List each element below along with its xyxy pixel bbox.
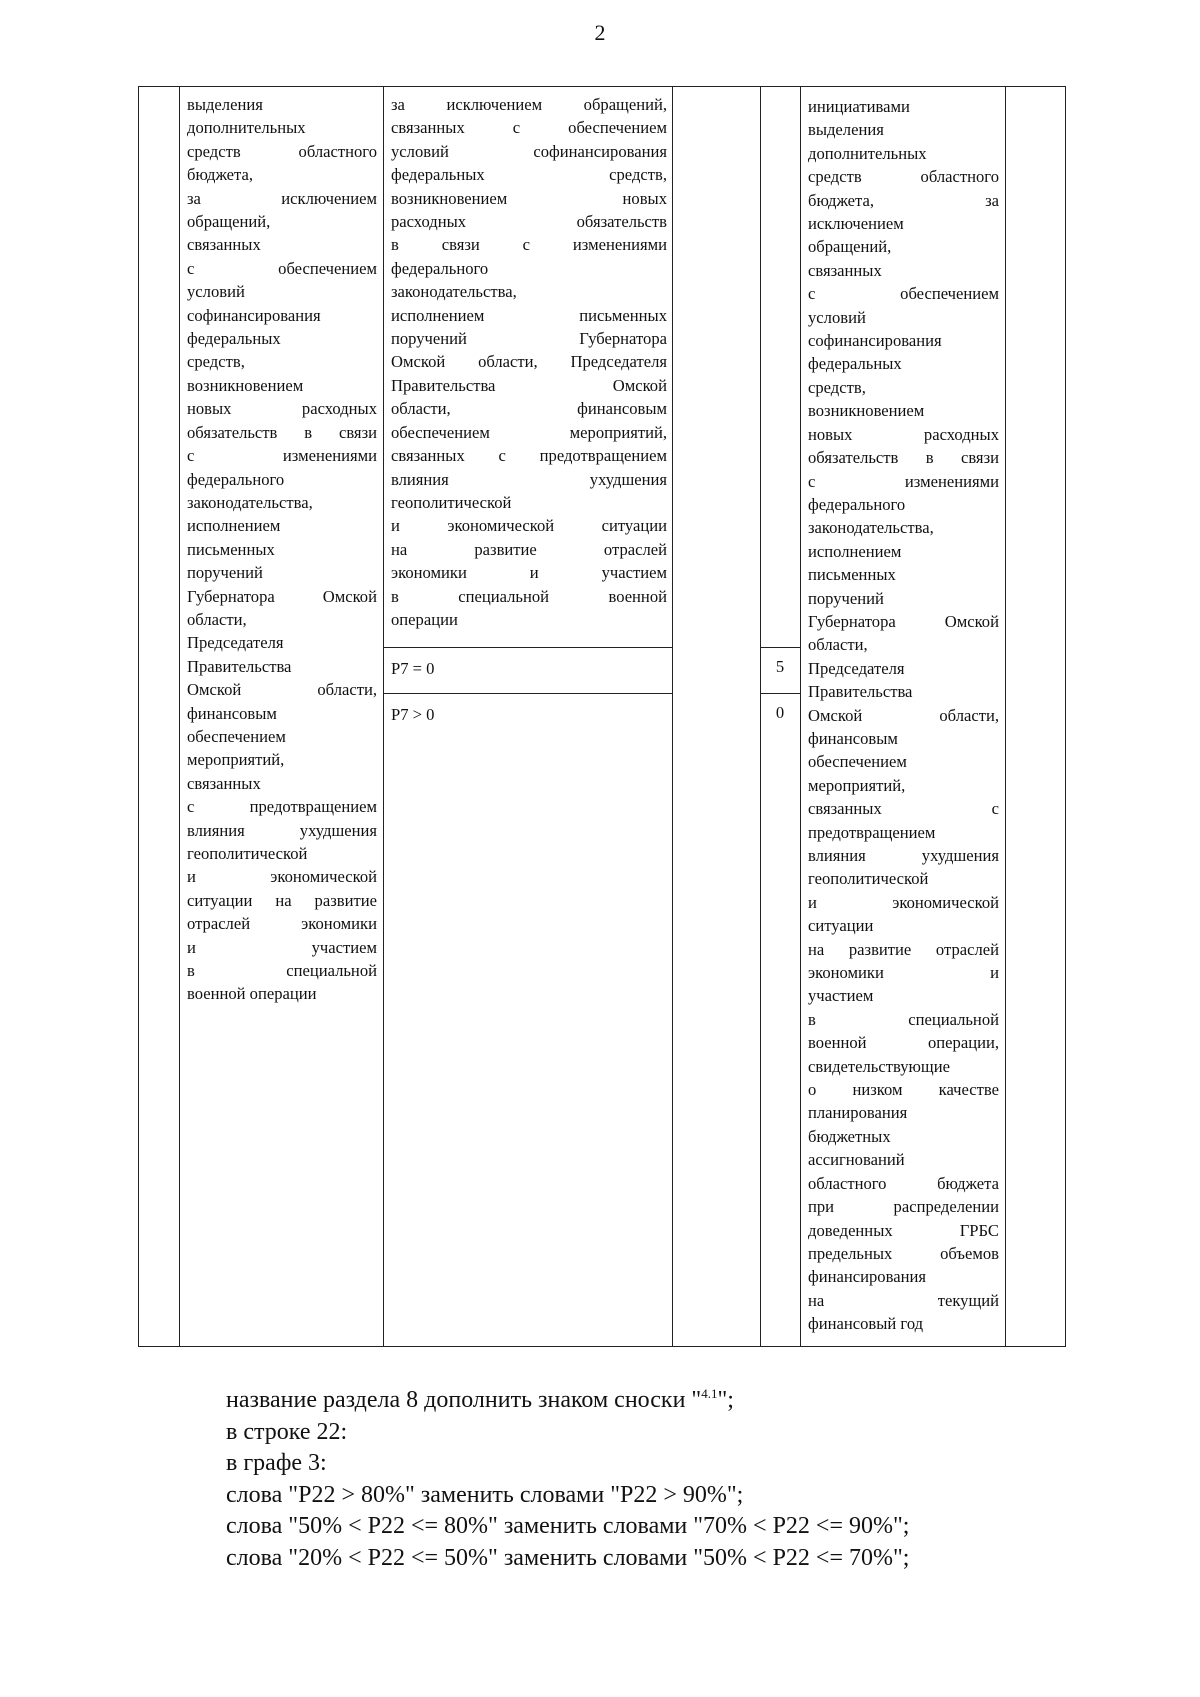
cell-text-line: Омской области, Председателя — [391, 352, 667, 372]
amendment-line: в строке 22: — [226, 1418, 348, 1445]
cell-text-line: федеральных — [808, 354, 902, 374]
cell-text-line: законодательства, — [808, 518, 934, 538]
cell-text-line: Омской области, — [808, 705, 999, 725]
column-divider — [1005, 87, 1006, 1346]
cell-text-line: в специальной военной — [391, 586, 667, 606]
cell-text-line: законодательства, — [391, 282, 517, 302]
cell-text-line: обязательств в связи — [808, 448, 999, 468]
cell-text-line: экономики и участием — [391, 563, 667, 583]
cell-text-line: влияния ухудшения — [391, 469, 667, 489]
cell-text-line: Правительства — [187, 656, 292, 676]
cell-text-line: дополнительных — [187, 118, 306, 138]
cell-text-line: связанных — [187, 235, 261, 255]
cell-text-line: Правительства — [808, 682, 913, 702]
cell-text-line: софинансирования — [808, 331, 942, 351]
cell-text-line: законодательства, — [187, 492, 313, 512]
criterion-comment-cell — [808, 95, 999, 1336]
column-divider — [383, 87, 384, 1346]
cell-text-line: условий — [187, 282, 245, 302]
cell-text-line: обеспечением мероприятий, — [391, 422, 667, 442]
cell-text-line: доведенных ГРБС — [808, 1220, 999, 1240]
cell-text-line: поручений Губернатора — [391, 329, 667, 349]
cell-text-line: Председателя — [187, 633, 284, 653]
cell-text-line: Губернатора Омской — [187, 586, 377, 606]
cell-text-line: обращений, — [808, 237, 892, 257]
cell-text-line: на развитие отраслей — [391, 539, 667, 559]
cell-text-line: в специальной — [808, 1009, 999, 1029]
cell-text-line: геополитической — [808, 869, 929, 889]
amendment-line-end: "; — [717, 1387, 734, 1413]
cell-text-line: исполнением — [187, 516, 281, 536]
cell-text-line: Омской области, — [187, 680, 377, 700]
cell-text-line: возникновением — [187, 375, 304, 395]
condition-p7-equals-zero: P7 = 0 — [391, 659, 435, 678]
cell-text-line: федерального — [391, 258, 489, 278]
cell-text-line: экономики и — [808, 963, 999, 983]
cell-text-line: ассигнований — [808, 1150, 905, 1170]
cell-text-line: обеспечением — [808, 752, 907, 772]
criterion-condition-cell — [391, 93, 667, 631]
cell-text-line: влияния ухудшения — [187, 820, 377, 840]
cell-text-line: за исключением обращений, — [391, 95, 667, 114]
amendment-line — [226, 1378, 1126, 1417]
cell-text-line: финансовый год — [808, 1314, 924, 1334]
row-divider — [760, 647, 800, 648]
cell-text-line: федерального — [808, 494, 906, 514]
cell-text-line: обращений, — [187, 212, 271, 232]
cell-text-line: связанных с предотвращением — [391, 446, 667, 466]
amendment-text — [226, 1378, 1126, 1574]
cell-text-line: средств, — [187, 352, 245, 372]
cell-text-line: области, финансовым — [391, 399, 667, 419]
amendment-line: слова "P22 > 80%" заменить словами "P22 > 90%"; — [226, 1481, 744, 1508]
cell-text-line: с обеспечением — [808, 284, 999, 304]
row-divider — [760, 693, 800, 694]
cell-text-line: финансовым — [187, 703, 277, 723]
cell-text-line: геополитической — [187, 844, 308, 863]
cell-text-line: планирования — [808, 1103, 908, 1123]
cell-text-line: на текущий — [808, 1290, 999, 1310]
cell-text-line: с изменениями — [808, 471, 999, 491]
cell-text-line: исключением — [808, 214, 904, 234]
cell-text-line: и экономической ситуации — [391, 516, 667, 536]
cell-text-line: в специальной — [187, 961, 377, 981]
cell-text-line: связанных — [187, 773, 261, 793]
condition-p7-greater-zero: P7 > 0 — [391, 705, 435, 724]
cell-text-line: обязательств в связи — [187, 422, 377, 442]
amendment-line: в графе 3: — [226, 1450, 327, 1476]
criterion-description-cell — [187, 93, 377, 1006]
cell-text-line: на развитие отраслей — [808, 939, 999, 959]
column-divider — [672, 87, 673, 1346]
cell-text-line: о низком качестве — [808, 1080, 999, 1100]
cell-text-line: области, — [187, 609, 247, 629]
cell-text-line: письменных — [808, 565, 896, 585]
cell-text-line: Председателя — [808, 658, 905, 678]
cell-text-line: дополнительных — [808, 143, 927, 163]
cell-text-line: федеральных — [187, 329, 281, 349]
cell-text-line: бюджета, за — [808, 190, 999, 210]
cell-text-line: обеспечением — [187, 726, 286, 746]
cell-text-line: условий софинансирования — [391, 141, 667, 161]
footnote-mark: 4.1 — [701, 1386, 718, 1401]
cell-text-line: бюджетных — [808, 1126, 891, 1146]
cell-text-line: поручений — [187, 563, 263, 583]
cell-text-line: выделения — [808, 120, 884, 140]
cell-text-line: финансирования — [808, 1267, 926, 1287]
cell-text-line: федеральных средств, — [391, 165, 667, 185]
cell-text-line: предотвращением — [808, 822, 936, 842]
score-value: 0 — [775, 703, 785, 722]
cell-text-line: мероприятий, — [187, 750, 285, 770]
amendment-line: слова "50% < P22 <= 80%" заменить словами "70% < P22 <= 90%"; — [226, 1513, 910, 1539]
cell-text-line: мероприятий, — [808, 775, 906, 795]
cell-text-line: связанных с — [808, 799, 999, 819]
cell-text-line: связанных с обеспечением — [391, 118, 667, 138]
cell-text-line: за исключением — [187, 188, 377, 208]
cell-text-line: расходных обязательств — [391, 212, 667, 232]
cell-text-line: условий — [808, 307, 866, 327]
cell-text-line: связанных — [808, 260, 882, 280]
cell-text-line: выделения — [187, 95, 263, 114]
cell-text-line: отраслей экономики — [187, 914, 377, 934]
page-number: 2 — [594, 20, 606, 45]
cell-text-line: и участием — [187, 937, 377, 957]
cell-text-line: средств областного — [808, 167, 999, 187]
cell-text-line: средств, — [808, 377, 866, 397]
cell-text-line: инициативами — [808, 97, 910, 116]
cell-text-line: в связи с изменениями — [391, 235, 667, 255]
cell-text-line: свидетельствующие — [808, 1056, 950, 1076]
cell-text-line: операции — [391, 609, 458, 629]
cell-text-line: военной операции — [187, 984, 317, 1004]
cell-text-line: бюджета, — [187, 165, 254, 185]
cell-text-line: Губернатора Омской — [808, 611, 999, 631]
cell-text-line: при распределении — [808, 1197, 999, 1217]
cell-text-line: софинансирования — [187, 305, 321, 325]
criteria-table — [138, 86, 1066, 1347]
cell-text-line: области, — [808, 635, 868, 655]
cell-text-line: влияния ухудшения — [808, 846, 999, 865]
cell-text-line: письменных — [187, 539, 275, 559]
cell-text-line: возникновением новых — [391, 188, 667, 208]
cell-text-line: средств областного — [187, 141, 377, 161]
cell-text-line: ситуации — [808, 916, 874, 936]
score-value: 5 — [775, 657, 785, 676]
cell-text-line: участием — [808, 986, 874, 1006]
cell-text-line: с предотвращением — [187, 797, 377, 817]
amendment-line-text: название раздела 8 дополнить знаком сноски " — [226, 1387, 702, 1413]
row-divider — [383, 693, 672, 694]
cell-text-line: с обеспечением — [187, 258, 377, 278]
column-divider — [179, 87, 180, 1346]
cell-text-line: исполнением письменных — [391, 305, 667, 325]
cell-text-line: федерального — [187, 469, 285, 489]
cell-text-line: Правительства Омской — [391, 375, 667, 395]
cell-text-line: финансовым — [808, 728, 898, 748]
cell-text-line: возникновением — [808, 401, 925, 421]
cell-text-line: и экономической — [187, 867, 377, 887]
cell-text-line: поручений — [808, 588, 884, 608]
amendment-line: слова "20% < P22 <= 50%" заменить словами "50% < P22 <= 70%"; — [226, 1544, 910, 1571]
cell-text-line: ситуации на развитие — [187, 890, 377, 910]
cell-text-line: новых расходных — [187, 399, 377, 419]
cell-text-line: новых расходных — [808, 424, 999, 444]
cell-text-line: и экономической — [808, 892, 999, 912]
row-divider — [383, 647, 672, 648]
cell-text-line: областного бюджета — [808, 1173, 999, 1193]
cell-text-line: с изменениями — [187, 446, 377, 466]
cell-text-line: геополитической — [391, 492, 512, 512]
cell-text-line: предельных объемов — [808, 1243, 999, 1263]
cell-text-line: исполнением — [808, 541, 902, 561]
cell-text-line: военной операции, — [808, 1033, 999, 1053]
